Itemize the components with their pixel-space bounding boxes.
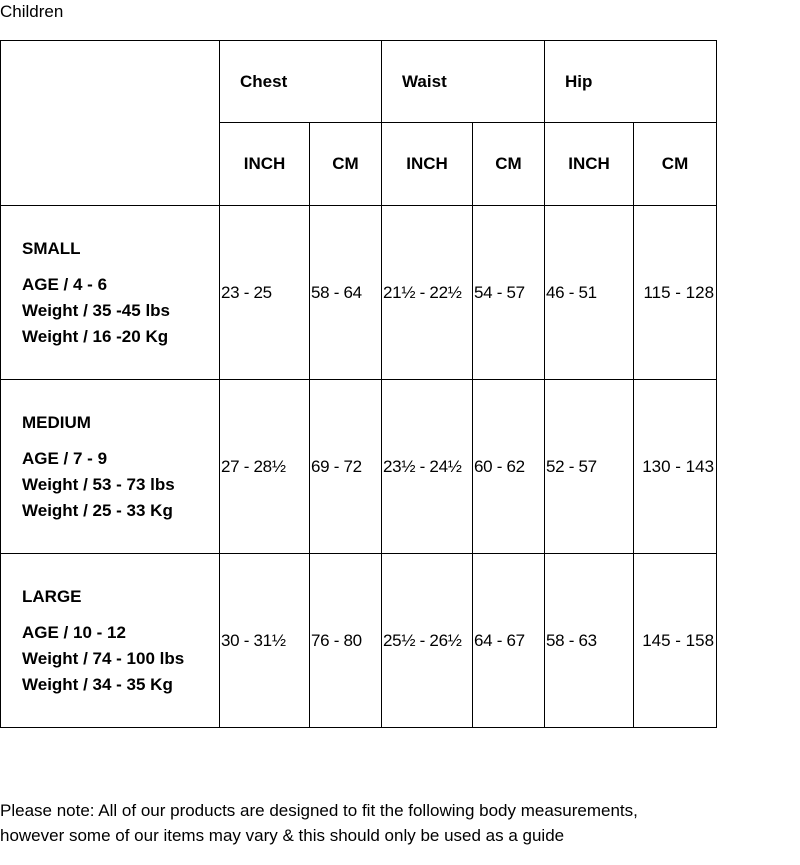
table-row bbox=[1, 380, 717, 554]
chest-inch-value: 23 - 25 bbox=[220, 206, 310, 380]
hip-cm-value: 145 - 158 bbox=[634, 554, 717, 728]
disclaimer-line-2: however some of our items may vary & this should only be used as a guide bbox=[0, 826, 565, 845]
waist-inch-value: 21½ - 22½ bbox=[382, 206, 473, 380]
disclaimer-note bbox=[0, 798, 790, 848]
size-name: SMALL bbox=[22, 238, 81, 258]
waist-cm-value: 60 - 62 bbox=[473, 380, 545, 554]
unit-header-chest-inch: INCH bbox=[220, 123, 310, 206]
age-range: AGE / 7 - 9 bbox=[22, 448, 108, 468]
weight-kg: Weight / 25 - 33 Kg bbox=[22, 500, 173, 520]
group-header-row bbox=[1, 41, 717, 123]
hip-cm-value: 130 - 143 bbox=[634, 380, 717, 554]
unit-header-hip-inch: INCH bbox=[545, 123, 634, 206]
unit-header-hip-cm: CM bbox=[634, 123, 717, 206]
size-description bbox=[1, 554, 220, 728]
unit-header-chest-cm: CM bbox=[310, 123, 382, 206]
size-description bbox=[1, 206, 220, 380]
size-name: MEDIUM bbox=[22, 412, 91, 432]
corner-cell bbox=[1, 41, 220, 206]
hip-inch-value: 46 - 51 bbox=[545, 206, 634, 380]
hip-cm-value: 115 - 128 bbox=[634, 206, 717, 380]
waist-cm-value: 54 - 57 bbox=[473, 206, 545, 380]
chest-cm-value: 58 - 64 bbox=[310, 206, 382, 380]
hip-inch-value: 52 - 57 bbox=[545, 380, 634, 554]
page-title: Children bbox=[0, 2, 64, 21]
size-name: LARGE bbox=[22, 586, 82, 606]
group-header-hip: Hip bbox=[545, 41, 717, 123]
chest-inch-value: 27 - 28½ bbox=[220, 380, 310, 554]
size-description bbox=[1, 380, 220, 554]
waist-inch-value: 25½ - 26½ bbox=[382, 554, 473, 728]
table-row bbox=[1, 206, 717, 380]
disclaimer-line-1: Please note: All of our products are designed to fit the following body measurements, bbox=[0, 801, 638, 820]
weight-kg: Weight / 34 - 35 Kg bbox=[22, 674, 173, 694]
size-chart-table bbox=[0, 40, 717, 728]
weight-kg: Weight / 16 -20 Kg bbox=[22, 326, 169, 346]
waist-cm-value: 64 - 67 bbox=[473, 554, 545, 728]
group-header-waist: Waist bbox=[382, 41, 545, 123]
weight-lbs: Weight / 53 - 73 lbs bbox=[22, 474, 175, 494]
group-header-chest: Chest bbox=[220, 41, 382, 123]
table-row bbox=[1, 554, 717, 728]
waist-inch-value: 23½ - 24½ bbox=[382, 380, 473, 554]
unit-header-waist-inch: INCH bbox=[382, 123, 473, 206]
weight-lbs: Weight / 35 -45 lbs bbox=[22, 300, 171, 320]
chest-cm-value: 76 - 80 bbox=[310, 554, 382, 728]
age-range: AGE / 10 - 12 bbox=[22, 622, 126, 642]
chest-cm-value: 69 - 72 bbox=[310, 380, 382, 554]
age-range: AGE / 4 - 6 bbox=[22, 274, 108, 294]
weight-lbs: Weight / 74 - 100 lbs bbox=[22, 648, 185, 668]
unit-header-waist-cm: CM bbox=[473, 123, 545, 206]
hip-inch-value: 58 - 63 bbox=[545, 554, 634, 728]
chest-inch-value: 30 - 31½ bbox=[220, 554, 310, 728]
